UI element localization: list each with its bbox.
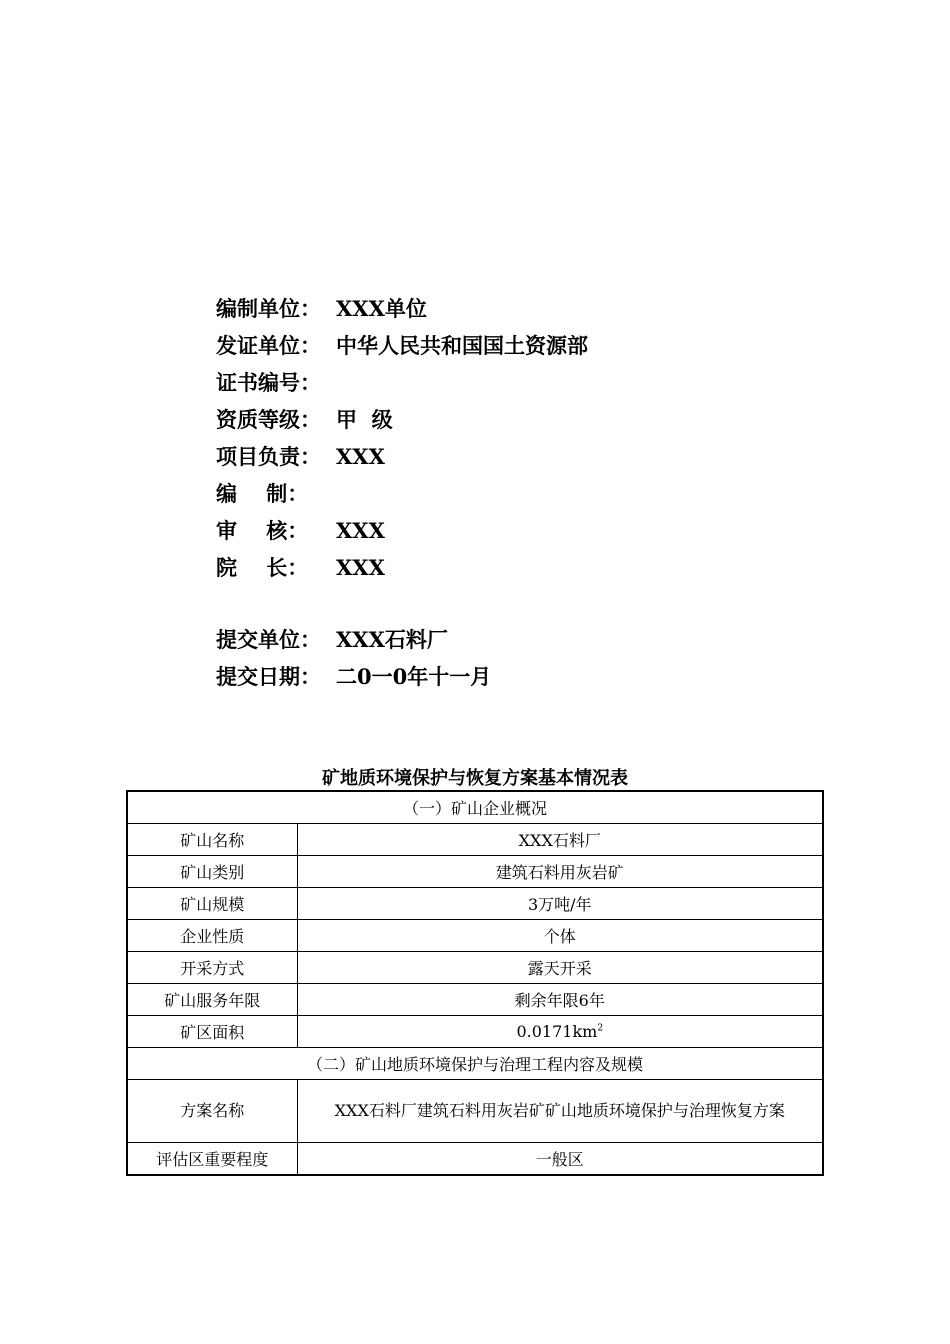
table-row (127, 1016, 823, 1048)
info-row-submit-date (216, 658, 588, 695)
table-row (127, 824, 823, 856)
table-section-row (127, 791, 823, 824)
info-label: 编 制： (216, 481, 309, 506)
info-label: 资质等级： (216, 407, 321, 432)
row-label: 开采方式 (127, 952, 297, 984)
info-row-director (216, 549, 588, 586)
row-value: 3万吨/年 (297, 888, 823, 920)
info-label: 项目负责： (216, 444, 321, 469)
row-value: XXX石料厂建筑石料用灰岩矿矿山地质环境保护与治理恢复方案 (297, 1080, 823, 1143)
cover-info-block (216, 290, 588, 695)
info-value: XXX单位 (336, 296, 427, 321)
table-section-row (127, 1048, 823, 1080)
info-value: 中华人民共和国国土资源部 (336, 333, 588, 358)
info-label: 编制单位： (216, 296, 321, 321)
info-label: 证书编号： (216, 370, 321, 395)
table-row (127, 1143, 823, 1176)
info-value: XXX (336, 518, 385, 543)
info-row-compiler (216, 290, 588, 327)
row-label: 方案名称 (127, 1080, 297, 1143)
info-label: 发证单位： (216, 333, 321, 358)
row-label: 矿山名称 (127, 824, 297, 856)
table-row (127, 856, 823, 888)
table-row (127, 984, 823, 1016)
info-value: XXX (336, 444, 385, 469)
info-label: 提交日期： (216, 664, 321, 689)
row-label: 企业性质 (127, 920, 297, 952)
row-value: 建筑石料用灰岩矿 (297, 856, 823, 888)
info-row-project-lead (216, 438, 588, 475)
info-value: 甲 级 (336, 407, 393, 432)
info-row-issuer (216, 327, 588, 364)
spacer (216, 586, 588, 621)
section-header: （一）矿山企业概况 (127, 791, 823, 824)
row-label: 矿山规模 (127, 888, 297, 920)
row-value: 露天开采 (297, 952, 823, 984)
row-label: 矿山服务年限 (127, 984, 297, 1016)
info-row-submitter (216, 621, 588, 658)
row-value: 个体 (297, 920, 823, 952)
row-value: 剩余年限6年 (297, 984, 823, 1016)
info-label: 提交单位： (216, 627, 321, 652)
table-row (127, 888, 823, 920)
info-label: 审 核： (216, 518, 309, 543)
row-value: 一般区 (297, 1143, 823, 1176)
table-row (127, 1080, 823, 1143)
info-row-reviewer (216, 512, 588, 549)
row-value-area (297, 1016, 823, 1048)
row-label: 评估区重要程度 (127, 1143, 297, 1176)
info-row-qualification (216, 401, 588, 438)
area-unit-superscript: 2 (597, 1023, 604, 1034)
table-row (127, 920, 823, 952)
table-title: 矿地质环境保护与恢复方案基本情况表 (322, 768, 628, 789)
info-value: XXX (336, 555, 385, 580)
row-label: 矿山类别 (127, 856, 297, 888)
basic-info-table (126, 790, 824, 1176)
area-value: 0.0171km (516, 1022, 598, 1041)
row-value: XXX石料厂 (297, 824, 823, 856)
info-row-certificate-no (216, 364, 588, 401)
info-value: 二0一0年十一月 (336, 664, 492, 689)
info-row-editor (216, 475, 588, 512)
info-label: 院 长： (216, 555, 309, 580)
table-row (127, 952, 823, 984)
row-label: 矿区面积 (127, 1016, 297, 1048)
section-header: （二）矿山地质环境保护与治理工程内容及规模 (127, 1048, 823, 1080)
info-value: XXX石料厂 (336, 627, 448, 652)
